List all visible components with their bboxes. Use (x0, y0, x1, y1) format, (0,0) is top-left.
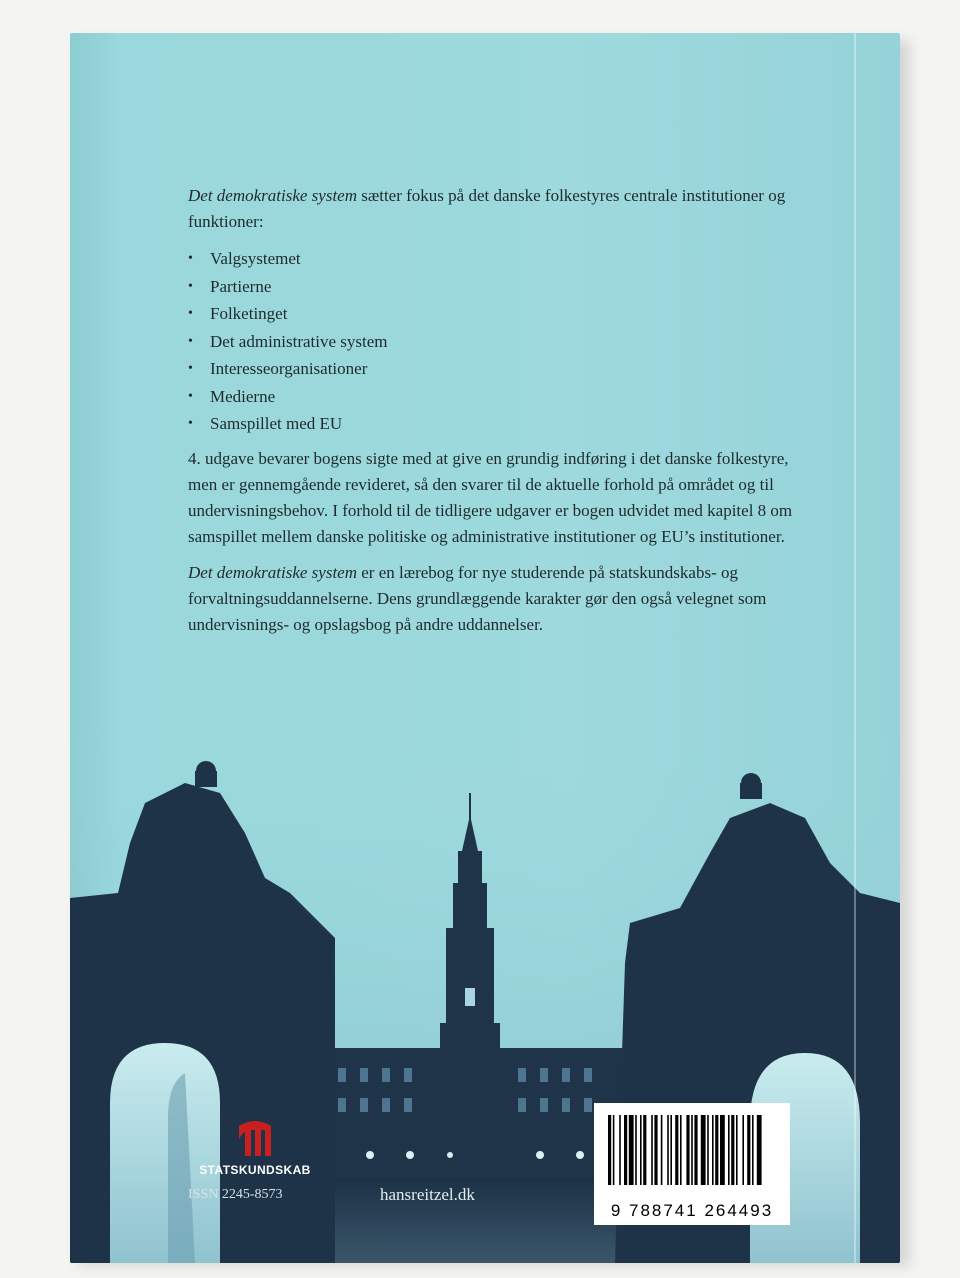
intro-paragraph (188, 183, 798, 235)
blurb-text (188, 183, 798, 648)
book-back-cover (70, 33, 900, 1263)
topic-item: • Interesseorganisationer (188, 355, 798, 383)
closing-paragraph (188, 560, 798, 638)
topic-item: • Folketinget (188, 300, 798, 328)
statskundskab-logo-icon (235, 1118, 275, 1156)
publisher-logo (180, 1118, 330, 1177)
edition-paragraph: 4. udgave bevarer bogens sigte med at give en grundig indføring i det danske folkestyre, men er gennemgående revideret, så den svarer til de aktuelle forhold på området og til undervisningsbehov. I forhold til de tidligere udgaver er bogen udvidet med kapitel 8 om samspillet mellem danske politiske og administrative institutioner og EU’s institutioner. (188, 448, 793, 546)
book-title-italic: Det demokratiske system (188, 562, 358, 582)
topic-item: • Samspillet med EU (188, 410, 798, 438)
book-title-italic: Det demokratiske system (188, 186, 358, 205)
topic-item: • Medierne (188, 383, 798, 411)
publisher-website: hansreitzel.dk (380, 1185, 475, 1204)
closing-rest: er en lærebog for nye studerende på statskundskabs- og forvaltningsuddannelserne. Dens grundlæggende karakter gør den også velegnet som undervisnings- og opslagsbog på andre uddannelser. (188, 562, 767, 634)
issn-text: ISSN 2245-8573 (188, 1187, 283, 1202)
logo-label: STATSKUNDSKAB (199, 1163, 311, 1177)
barcode-bars (594, 1103, 790, 1193)
topic-item: • Partierne (188, 273, 798, 301)
barcode-number: 9 788741 264493 (610, 1201, 774, 1220)
intro-rest: sætter fokus på det danske folkestyres centrale institutioner og funktioner: (188, 186, 786, 231)
isbn-barcode (594, 1103, 790, 1225)
topic-item: • Det administrative system (188, 328, 798, 356)
topic-list (188, 245, 798, 438)
topic-item: • Valgsystemet (188, 245, 798, 273)
